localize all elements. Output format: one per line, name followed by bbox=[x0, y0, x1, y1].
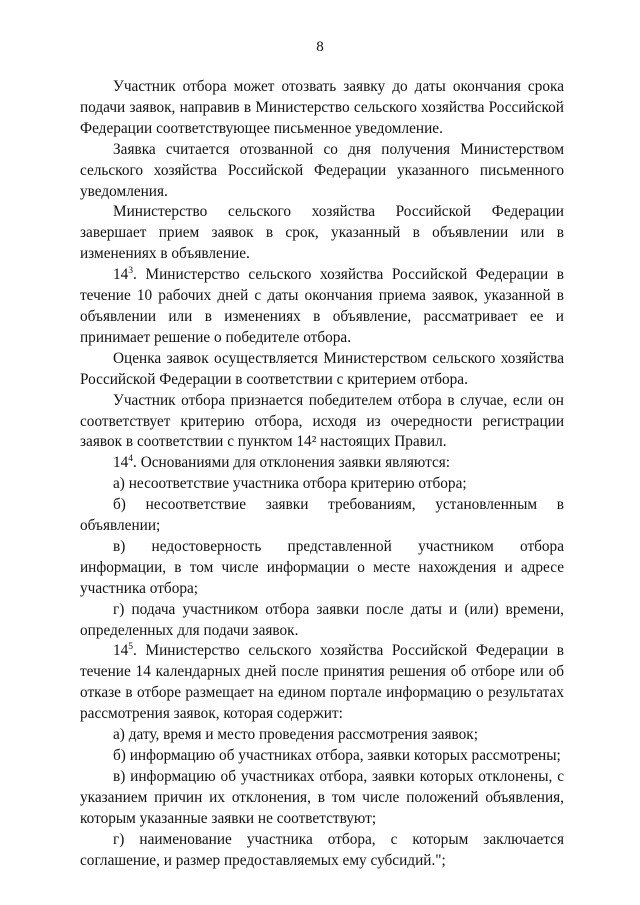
paragraph: Участник отбора может отозвать заявку до даты окончания срока подачи заявок, направив в Министерство сельского хозяйства Российской Федерации соответствующее письменное уведомление. bbox=[80, 78, 564, 137]
list-item: а) дату, время и место проведения рассмотрения заявок; bbox=[113, 726, 478, 744]
list-item: г) подача участником отбора заявки после даты и (или) времени, определенных для подачи заявок. bbox=[80, 600, 564, 639]
paragraph: Оценка заявок осуществляется Министерством сельского хозяйства Российской Федерации в соответствии с критерием отбора. bbox=[80, 349, 564, 388]
paragraph: Участник отбора признается победителем отбора в случае, если он соответствует критерию отбора, исходя из очередности регистрации заявок в соответствии с пунктом 14² настоящих Правил. bbox=[80, 391, 564, 451]
paragraph-14-4: $14^4$. Основаниями для отклонения заявки являются: bbox=[113, 454, 451, 472]
paragraph-14-5: $14^5$. Министерство сельского хозяйства Российской Федерации в течение 14 календарных дней после принятия решения об отборе или об отказе в отборе размещает на едином портале информацию о результатах рассмотрения заявок, которая содержит: bbox=[80, 642, 564, 723]
list-item: г) наименование участника отбора, с которым заключается соглашение, и размер предоставляемых ему субсидий."; bbox=[80, 830, 564, 869]
paragraph-14-3: $14^3$. Министерство сельского хозяйства Российской Федерации в течение 10 рабочих дней с даты окончания приема заявок, указанной в объявлении или в изменениях в объявление, рассматривает ее и принимает решение о победителе отбора. bbox=[80, 266, 564, 346]
list-item: а) несоответствие участника отбора критерию отбора; bbox=[113, 475, 467, 493]
list-item: б) несоответствие заявки требованиям, установленным в объявлении; bbox=[80, 496, 564, 535]
paragraph: Министерство сельского хозяйства Российской Федерации завершает прием заявок в срок, указанный в объявлении или в изменениях в объявление. bbox=[80, 203, 564, 263]
list-item: б) информацию об участниках отбора, заявки которых рассмотрены; bbox=[113, 747, 561, 764]
paragraph: Заявка считается отозванной со дня получения Министерством сельского хозяйства Российской Федерации указанного письменного уведомления. bbox=[80, 140, 564, 200]
document-body bbox=[80, 77, 564, 871]
list-item: в) информацию об участниках отбора, заявки которых отклонены, с указанием причин их отклонения, в том числе положений объявления, которым указанные заявки не соответствуют; bbox=[80, 767, 564, 827]
page-number: 8 bbox=[316, 39, 324, 55]
list-item: в) недостоверность представленной участником отбора информации, в том числе информации о месте нахождения и адресе участника отбора; bbox=[80, 537, 564, 597]
